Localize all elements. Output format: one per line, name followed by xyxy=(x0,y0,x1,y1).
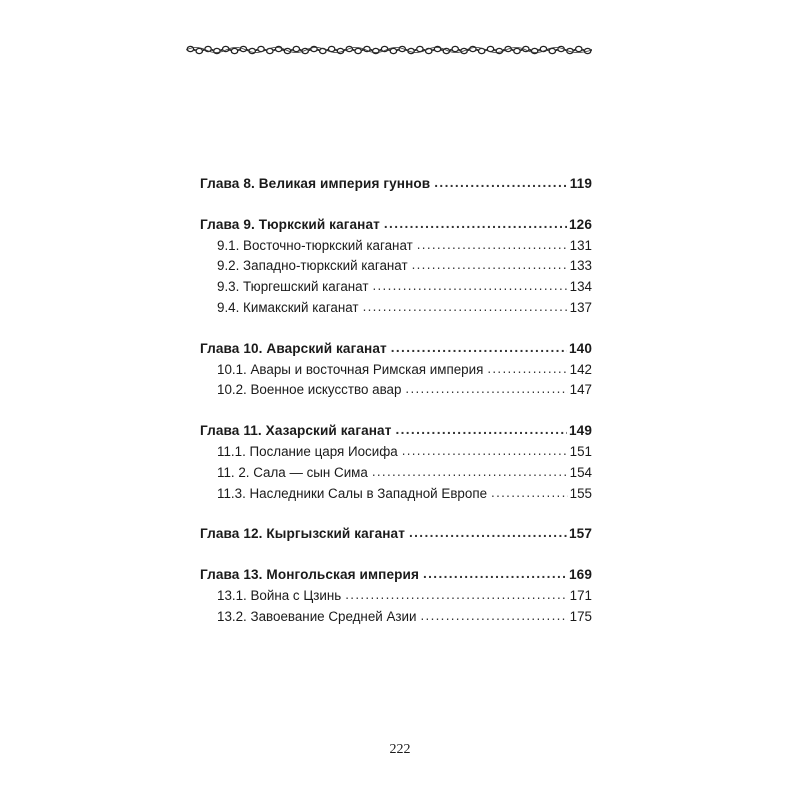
section-title: 9.4. Кимакский каганат xyxy=(217,299,359,315)
dot-leader xyxy=(409,523,567,544)
section-entry xyxy=(200,236,592,257)
section-title: 10.1. Авары и восточная Римская империя xyxy=(217,361,484,377)
dot-leader xyxy=(421,606,568,627)
chapter-entry xyxy=(200,339,592,360)
dot-leader xyxy=(434,173,568,194)
chapter-page-number: 149 xyxy=(569,423,592,439)
section-page-number: 131 xyxy=(569,237,592,253)
section-page-number: 175 xyxy=(569,608,592,624)
section-title: 9.3. Тюргешский каганат xyxy=(217,279,369,295)
dot-leader xyxy=(395,420,567,441)
chapter-title: Глава 10. Аварский каганат xyxy=(200,340,387,356)
chapter-title: Глава 9. Тюркский каганат xyxy=(200,216,380,232)
section-entry xyxy=(200,484,592,505)
chapter-title: Глава 8. Великая империя гуннов xyxy=(200,176,431,191)
section-page-number: 134 xyxy=(569,279,592,295)
dot-leader xyxy=(412,255,568,276)
chapter-page-number: 169 xyxy=(569,567,592,583)
dot-leader xyxy=(384,214,567,235)
chapter-title: Глава 11. Хазарский каганат xyxy=(200,423,392,439)
section-entry xyxy=(200,256,592,277)
dot-leader xyxy=(345,585,567,606)
section-entry xyxy=(200,298,592,319)
chapter-page-number: 157 xyxy=(569,526,592,542)
section-page-number: 142 xyxy=(569,361,592,377)
dot-leader xyxy=(372,276,567,297)
chapter-title: Глава 13. Монгольская империя xyxy=(200,567,419,583)
section-page-number: 171 xyxy=(569,587,592,603)
section-page-number: 133 xyxy=(569,258,592,274)
chapter-block xyxy=(200,565,592,627)
section-title: 9.1. Восточно-тюркский каганат xyxy=(217,237,413,253)
section-entry xyxy=(200,607,592,628)
decorative-border-icon xyxy=(186,43,592,57)
section-page-number: 154 xyxy=(569,464,592,480)
section-title: 11. 2. Сала — сын Сима xyxy=(217,464,368,480)
chapter-page-number: 140 xyxy=(569,340,592,356)
chapter-entry xyxy=(200,524,592,545)
section-title: 9.2. Западно-тюркский каганат xyxy=(217,258,408,274)
section-entry xyxy=(200,380,592,401)
chapter-page-number: 126 xyxy=(569,216,592,232)
section-title: 11.3. Наследники Салы в Западной Европе xyxy=(217,485,488,501)
dot-leader xyxy=(391,338,567,359)
chapter-page-number: 119 xyxy=(569,176,592,191)
chapter-block xyxy=(200,174,592,195)
section-entry xyxy=(200,442,592,463)
chapter-block xyxy=(200,524,592,545)
chapter-entry xyxy=(200,565,592,586)
chapter-title: Глава 12. Кыргызский каганат xyxy=(200,526,405,542)
chapter-block xyxy=(200,339,592,401)
chapter-entry xyxy=(200,421,592,442)
dot-leader xyxy=(491,483,568,504)
page-number: 222 xyxy=(389,742,411,757)
dot-leader xyxy=(487,359,567,380)
section-entry xyxy=(200,360,592,381)
dot-leader xyxy=(363,297,568,318)
table-of-contents xyxy=(200,174,592,648)
section-entry xyxy=(200,277,592,298)
dot-leader xyxy=(402,441,568,462)
chapter-block xyxy=(200,421,592,504)
section-entry xyxy=(200,463,592,484)
chapter-entry xyxy=(200,215,592,236)
dot-leader xyxy=(417,235,568,256)
section-title: 13.2. Завоевание Средней Азии xyxy=(217,608,417,624)
chapter-entry xyxy=(200,174,592,195)
section-title: 13.1. Война с Цзинь xyxy=(217,587,342,603)
section-page-number: 155 xyxy=(569,485,592,501)
section-entry xyxy=(200,586,592,607)
section-title: 10.2. Военное искусство авар xyxy=(217,382,402,398)
section-title: 11.1. Послание царя Иосифа xyxy=(217,443,398,459)
section-page-number: 151 xyxy=(569,443,592,459)
dot-leader xyxy=(405,379,567,400)
dot-leader xyxy=(372,462,568,483)
dot-leader xyxy=(423,564,567,585)
chapter-block xyxy=(200,215,592,319)
section-page-number: 147 xyxy=(569,382,592,398)
section-page-number: 137 xyxy=(569,299,592,315)
